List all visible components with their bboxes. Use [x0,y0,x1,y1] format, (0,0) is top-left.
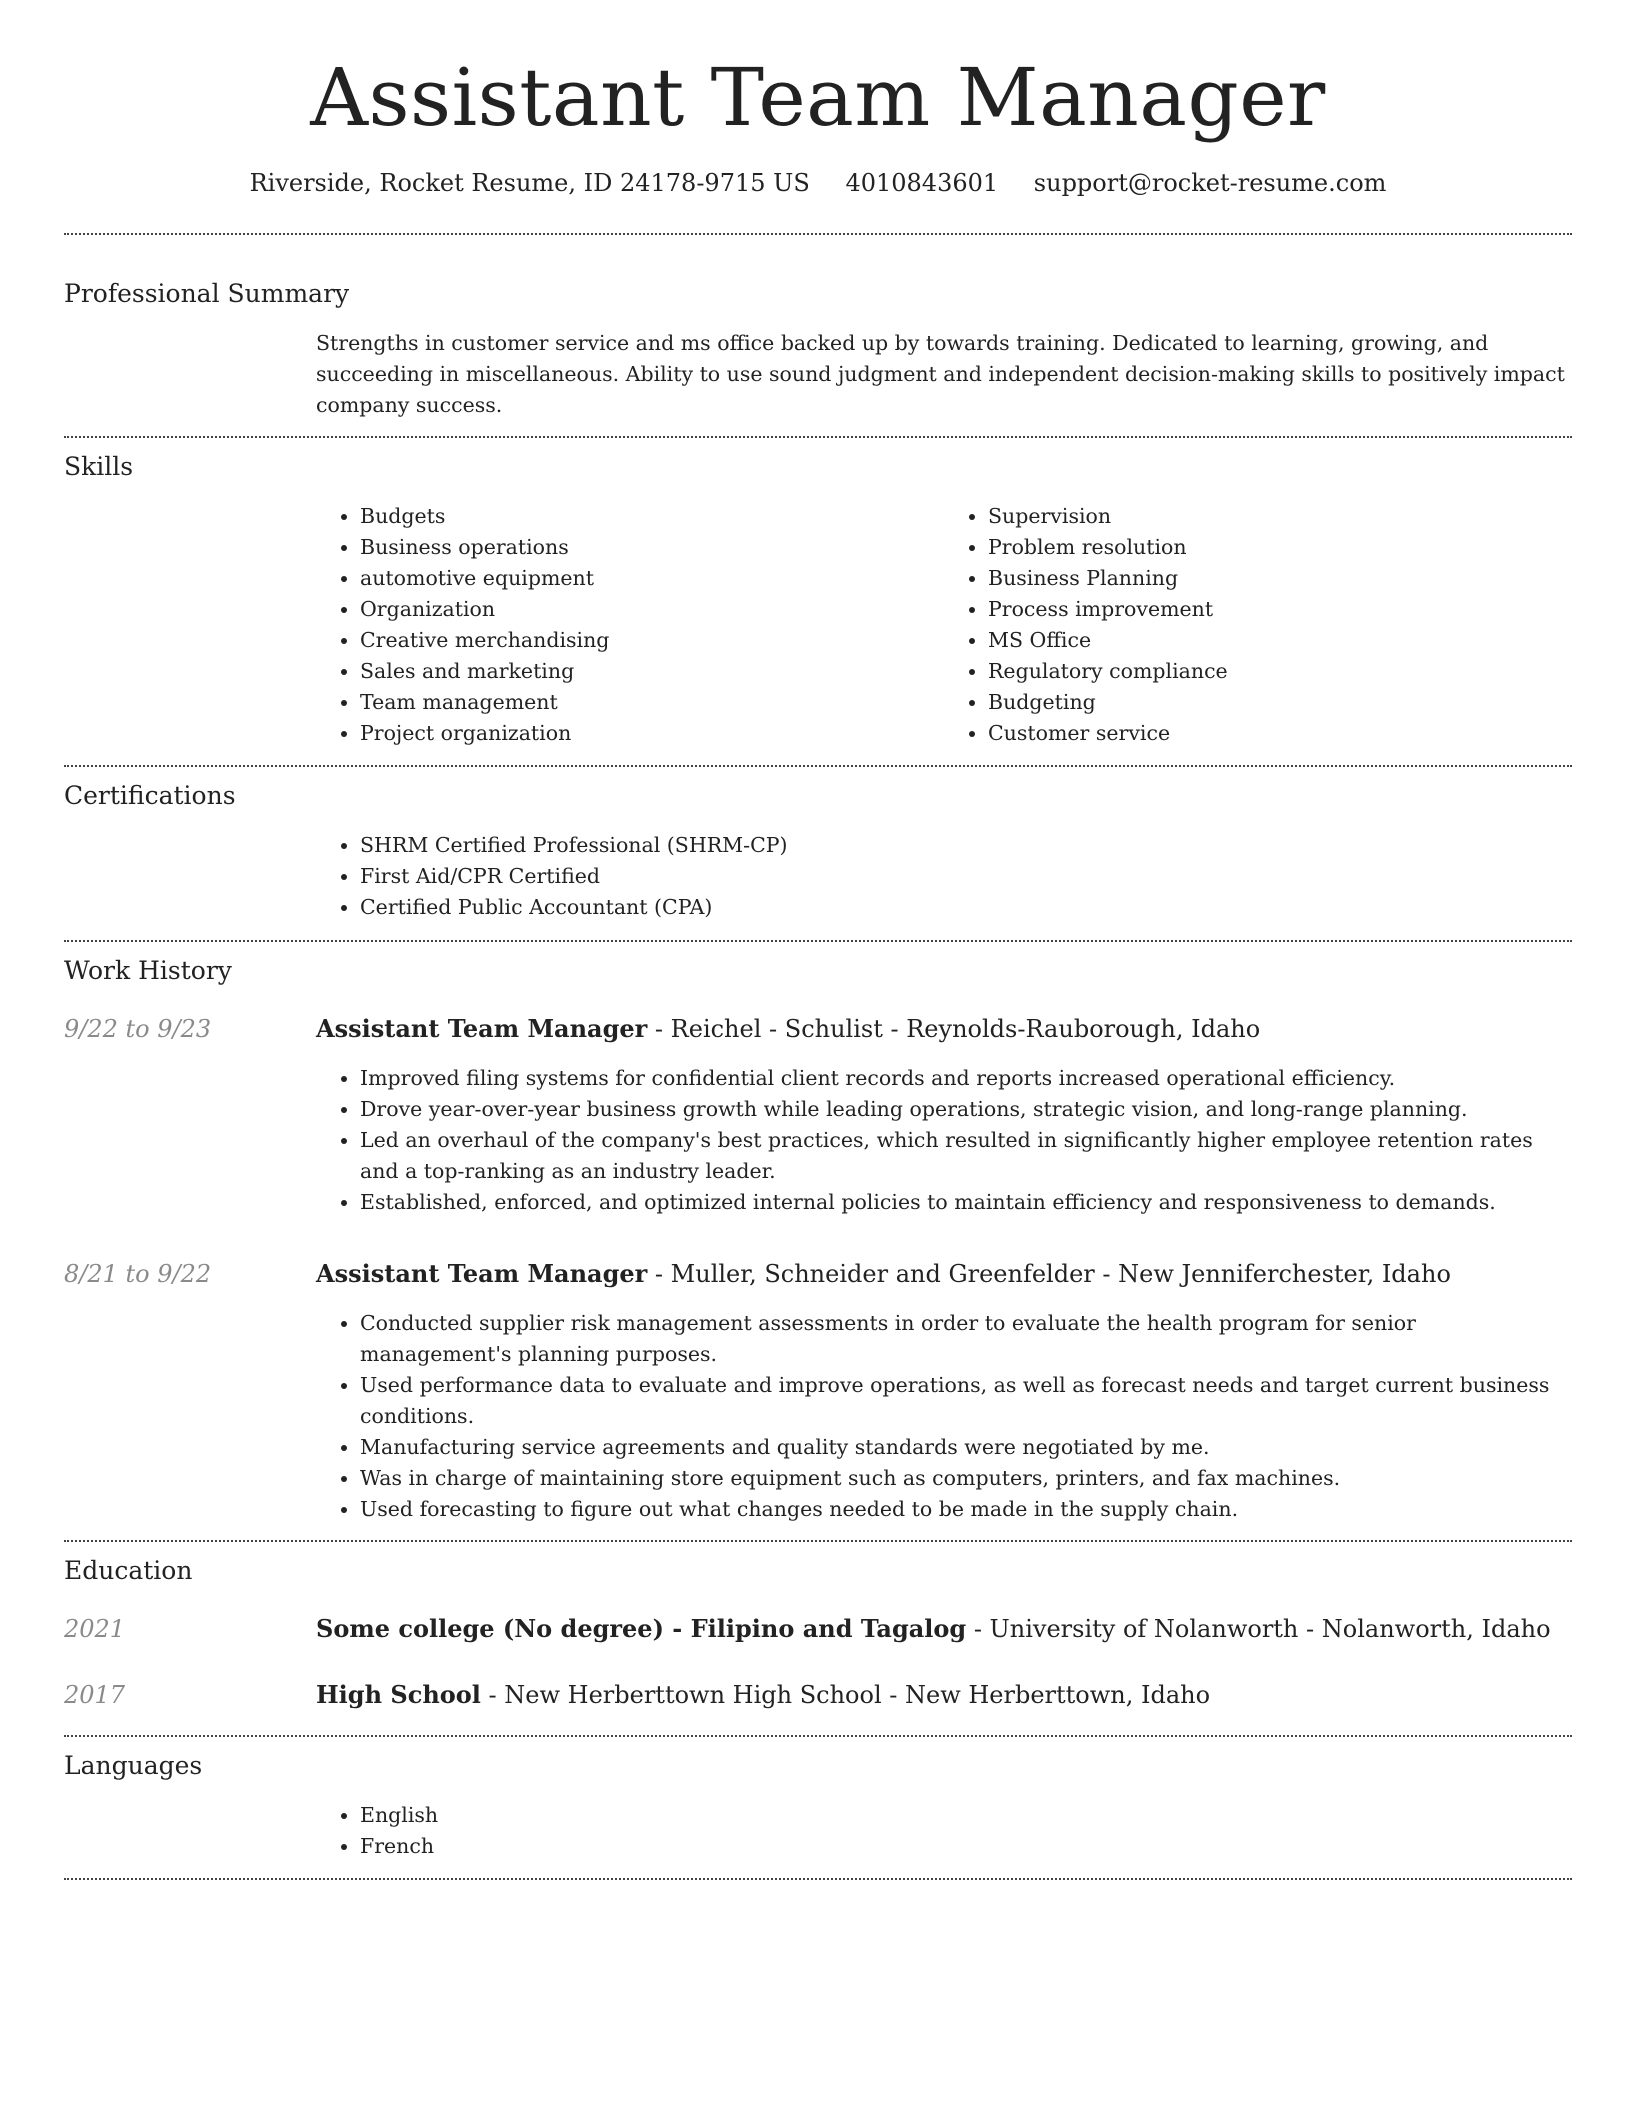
job-bullets [316,1308,1572,1525]
skill-item: • automotive equipment [360,563,944,594]
skill-item: • Process improvement [988,594,1572,625]
education-title [316,1614,1551,1643]
summary-section [64,235,1572,421]
contact-phone: 4010843601 [845,169,999,197]
language-item: • English [360,1800,1572,1831]
job-bullet: • Was in charge of maintaining store equipment such as computers, printers, and fax machines. [360,1463,1572,1494]
job-title [316,1014,1261,1043]
languages-list [316,1800,1572,1862]
job-entry [64,1014,1572,1043]
languages-content [316,1800,1572,1862]
job-bullet: • Established, enforced, and optimized internal policies to maintain efficiency and responsiveness to demands. [360,1187,1572,1218]
section-title-certifications: Certifications [64,781,236,810]
skill-item: • Problem resolution [988,532,1572,563]
skills-list-right [944,501,1572,749]
skill-item: • Customer service [988,718,1572,749]
language-item: • French [360,1831,1572,1862]
job-bullet: • Used forecasting to figure out what changes needed to be made in the supply chain. [360,1494,1572,1525]
certifications-list [316,830,1572,923]
contact-line [64,171,1572,195]
job-bullet: • Used performance data to evaluate and improve operations, as well as forecast needs and target current business conditions. [360,1370,1572,1432]
summary-text: Strengths in customer service and ms office backed up by towards training. Dedicated to learning, growing, and succeeding in miscellaneous. Ability to use sound judgment and independent decision-making skills to positively impact company success. [316,331,1565,417]
skill-item: • Team management [360,687,944,718]
skill-item: • Business operations [360,532,944,563]
divider [64,1878,1572,1880]
skills-list-left [316,501,944,749]
section-title-work: Work History [64,956,232,985]
skill-item: • Supervision [988,501,1572,532]
education-entry [64,1680,1572,1709]
certifications-section [64,767,1572,923]
education-year: 2017 [64,1681,126,1709]
education-year: 2021 [64,1615,126,1643]
skill-item: • Creative merchandising [360,625,944,656]
skill-item: • Sales and marketing [360,656,944,687]
section-title-languages: Languages [64,1751,203,1780]
education-entry [64,1614,1572,1643]
skill-item: • Organization [360,594,944,625]
contact-email: support@rocket-resume.com [1033,169,1387,197]
job-position: Assistant Team Manager [316,1014,648,1043]
job-bullet: • Led an overhaul of the company's best practices, which resulted in significantly higher employee retention rates and a top-ranking as an industry leader. [360,1125,1572,1187]
languages-section [64,1737,1572,1862]
education-school: - University of Nolanworth - Nolanworth, Idaho [966,1615,1551,1643]
section-title-summary: Professional Summary [64,279,350,308]
job-entry [64,1259,1572,1288]
certifications-content [316,830,1572,923]
job-bullet: • Manufacturing service agreements and quality standards were negotiated by me. [360,1432,1572,1463]
skills-section [64,438,1572,749]
certification-item: • First Aid/CPR Certified [360,861,1572,892]
skill-item: • MS Office [988,625,1572,656]
skill-item: • Budgets [360,501,944,532]
job-employer: - Reichel - Schulist - Reynolds-Rauborough, Idaho [647,1015,1261,1043]
section-title-skills: Skills [64,452,134,481]
job-bullet: • Conducted supplier risk management assessments in order to evaluate the health program for senior management's planning purposes. [360,1308,1572,1370]
job-dates: 8/21 to 9/22 [64,1260,212,1288]
job-bullet: • Improved filing systems for confidential client records and reports increased operational efficiency. [360,1063,1572,1094]
job-bullets [316,1063,1572,1218]
job-dates: 9/22 to 9/23 [64,1015,212,1043]
job-employer: - Muller, Schneider and Greenfelder - New Jenniferchester, Idaho [647,1260,1451,1288]
skill-item: • Regulatory compliance [988,656,1572,687]
education-school: - New Herberttown High School - New Herberttown, Idaho [480,1681,1211,1709]
certification-item: • Certified Public Accountant (CPA) [360,892,1572,923]
education-degree: High School [316,1680,481,1709]
skill-item: • Budgeting [988,687,1572,718]
job-position: Assistant Team Manager [316,1259,648,1288]
section-title-education: Education [64,1556,193,1585]
resume-page [64,0,1572,1880]
resume-name: Assistant Team Manager [310,51,1326,144]
work-section [64,942,1572,1525]
skill-item: • Project organization [360,718,944,749]
education-title [316,1680,1211,1709]
education-section [64,1542,1572,1707]
job-title [316,1259,1451,1288]
contact-address: Riverside, Rocket Resume, ID 24178-9715 US [249,169,810,197]
education-degree: Some college (No degree) - Filipino and Tagalog [316,1614,967,1643]
skills-grid [316,501,1572,749]
skill-item: • Business Planning [988,563,1572,594]
job-bullet: • Drove year-over-year business growth while leading operations, strategic vision, and long-range planning. [360,1094,1572,1125]
certification-item: • SHRM Certified Professional (SHRM-CP) [360,830,1572,861]
